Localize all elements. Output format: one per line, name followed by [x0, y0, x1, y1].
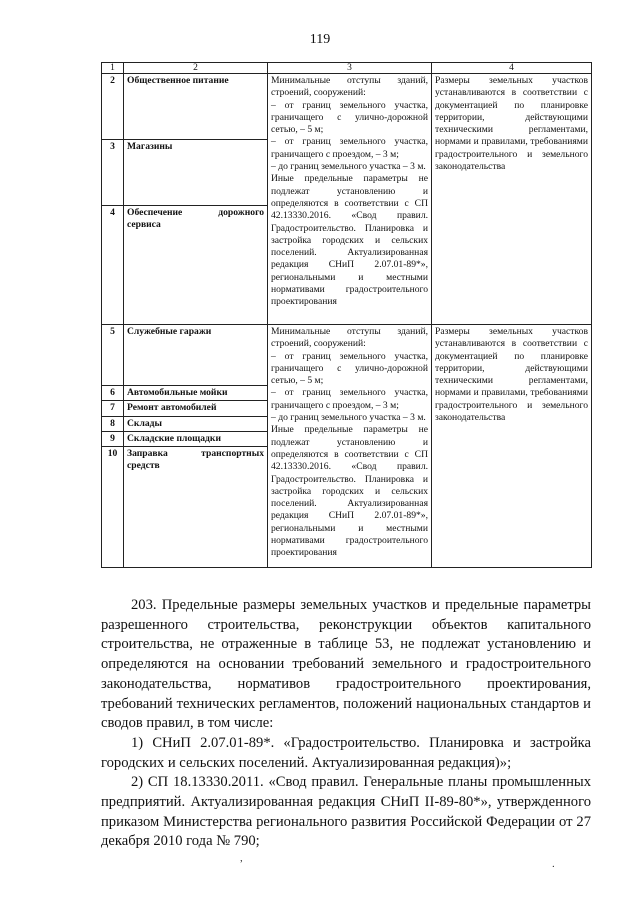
use-type-name: Заправка транспортных средств	[124, 447, 268, 568]
row-number: 10	[102, 447, 124, 568]
plot-size-requirements: Размеры земельных участков устанавливаются в соответствии с документацией по планировке территории, действующими техническими регламентами, нормами и правилами, требованиями градостроительного и земельного законодательства	[432, 325, 592, 568]
use-type-name: Общественное питание	[124, 74, 268, 140]
use-type-name: Служебные гаражи	[124, 325, 268, 386]
use-type-name: Обеспечение дорожного сервиса	[124, 205, 268, 324]
row-number: 4	[102, 205, 124, 324]
table-header-row	[102, 63, 592, 74]
row-number: 2	[102, 74, 124, 140]
header-col-2: 2	[124, 63, 268, 74]
row-number: 8	[102, 416, 124, 431]
use-type-name: Магазины	[124, 139, 268, 205]
header-col-1: 1	[102, 63, 124, 74]
use-type-name: Складские площадки	[124, 431, 268, 446]
row-number: 7	[102, 401, 124, 416]
use-type-name: Ремонт автомобилей	[124, 401, 268, 416]
plot-size-requirements: Размеры земельных участков устанавливаются в соответствии с документацией по планировке территории, действующими техническими регламентами, нормами и правилами, требованиями градостроительного и земельного законодательства	[432, 74, 592, 325]
list-item-1: 1) СНиП 2.07.01-89*. «Градостроительство. Планировка и застройка городских и сельских поселений. Актуализированная редакция)»;	[101, 734, 591, 771]
row-number: 9	[102, 431, 124, 446]
setback-requirements: Минимальные отступы зданий, строений, сооружений: – от границ земельного участка, граничащего с улично-дорожной сетью, – 5 м; – от границ земельного участка, граничащего с проездом, – 3 м; – до границ земельного участка – 3 м. Иные предельные параметры не подлежат установлению и определяются в соответствии с СП 42.13330.2016. «Свод правил. Градостроительство. Планировка и застройка городских и сельских поселений. Актуализированная редакция СНиП 2.07.01-89*», региональными и местными нормативами градостроительного проектирования	[268, 74, 432, 325]
setback-requirements: Минимальные отступы зданий, строений, сооружений: – от границ земельного участка, граничащего с улично-дорожной сетью, – 5 м; – от границ земельного участка, граничащего с проездом, – 3 м; – до границ земельного участка – 3 м. Иные предельные параметры не подлежат установлению и определяются в соответствии с СП 42.13330.2016. «Свод правил. Градостроительство. Планировка и застройка городских и сельских поселений. Актуализированная редакция СНиП 2.07.01-89*», региональными и местными нормативами градостроительного проектирования	[268, 325, 432, 568]
scan-mark: .	[552, 858, 555, 870]
table-row	[102, 325, 592, 386]
scan-mark: ,	[240, 852, 243, 864]
row-number: 3	[102, 139, 124, 205]
list-item-2: 2) СП 18.13330.2011. «Свод правил. Генеральные планы промышленных предприятий. Актуализированная редакция СНиП II-89-80*», утвержденного приказом Министерства регионального развития Российской Федерации от 27 декабря 2010 года № 790;	[101, 774, 591, 850]
paragraph-203: 203. Предельные размеры земельных участков и предельные параметры разрешенного строительства, реконструкции объектов капитального строительства, не отраженные в таблице 53, не подлежат установлению и определяются на основании требований земельного и градостроительного законодательства, нормативов градостроительного проектирования, требований технических регламентов, положений национальных стандартов и сводов правил, в том числе:	[101, 597, 591, 732]
regulations-table	[101, 62, 592, 568]
use-type-name: Склады	[124, 416, 268, 431]
page-number: 119	[309, 32, 331, 47]
header-col-3: 3	[268, 63, 432, 74]
table-row	[102, 74, 592, 140]
body-text	[101, 596, 591, 852]
use-type-name: Автомобильные мойки	[124, 386, 268, 401]
header-col-4: 4	[432, 63, 592, 74]
row-number: 5	[102, 325, 124, 386]
row-number: 6	[102, 386, 124, 401]
